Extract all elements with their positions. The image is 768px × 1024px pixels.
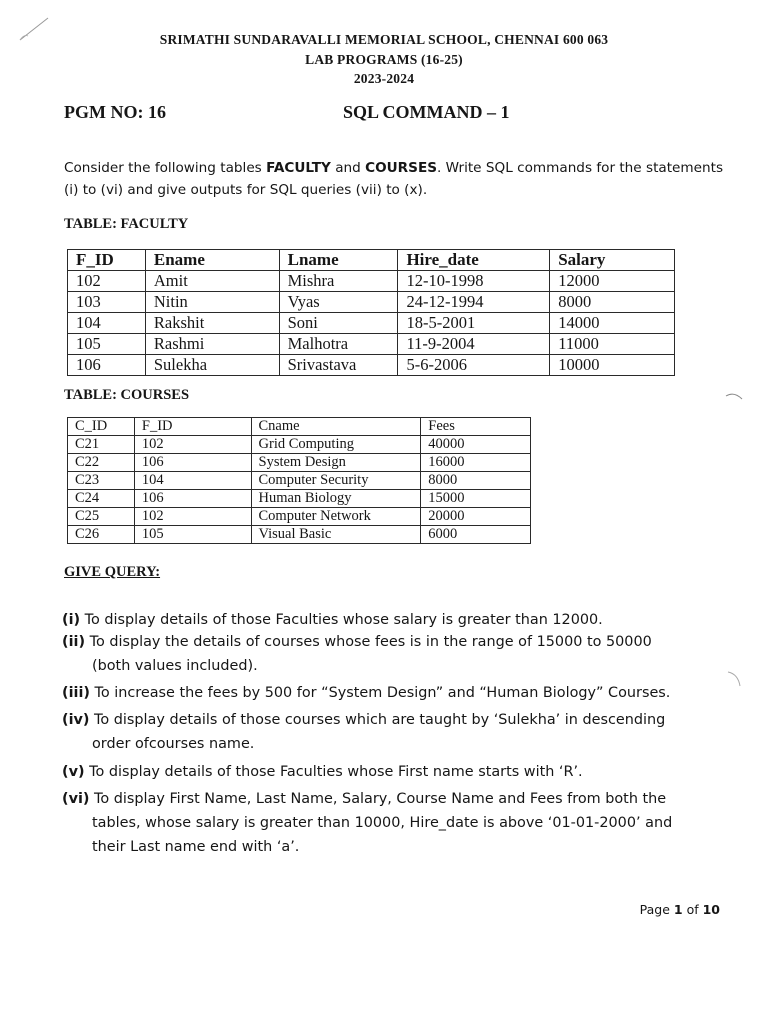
- give-query-heading: GIVE QUERY:: [64, 564, 161, 580]
- table-cell: 102: [134, 508, 251, 526]
- table-row: [68, 472, 531, 490]
- school-name: SRIMATHI SUNDARAVALLI MEMORIAL SCHOOL, CHENNAI 600 063: [159, 32, 609, 47]
- table-cell: 6000: [421, 526, 531, 544]
- table-cell: C22: [68, 454, 135, 472]
- table-cell: 12000: [550, 271, 675, 292]
- column-header: Cname: [251, 418, 421, 436]
- table-cell: 105: [68, 334, 146, 355]
- column-header: Lname: [279, 250, 398, 271]
- query-text-continued: (both values included).: [92, 658, 258, 674]
- courses-table: [67, 417, 531, 544]
- intro-courses: COURSES: [365, 160, 438, 176]
- table-cell: 15000: [421, 490, 531, 508]
- table-row: [68, 436, 531, 454]
- table-cell: C25: [68, 508, 135, 526]
- table-cell: Nitin: [145, 292, 279, 313]
- table-cell: 102: [134, 436, 251, 454]
- table-cell: 106: [68, 355, 146, 376]
- table-row: [68, 292, 675, 313]
- intro-text: and: [330, 160, 366, 176]
- table-cell: Amit: [145, 271, 279, 292]
- table-cell: 16000: [421, 454, 531, 472]
- table-cell: 11000: [550, 334, 675, 355]
- table-cell: Mishra: [279, 271, 398, 292]
- table-cell: Computer Network: [251, 508, 421, 526]
- query-item: [62, 681, 727, 705]
- query-item: [62, 708, 727, 756]
- table-cell: 18-5-2001: [398, 313, 550, 334]
- intro-text: Consider the following tables: [64, 160, 267, 176]
- table-cell: Srivastava: [279, 355, 398, 376]
- query-text: To display details of those Faculties whose salary is greater than 12000.: [84, 612, 603, 628]
- page-number: [640, 902, 720, 917]
- table-cell: Rashmi: [145, 334, 279, 355]
- table-cell: 106: [134, 490, 251, 508]
- query-item: [62, 608, 727, 632]
- table-cell: 105: [134, 526, 251, 544]
- query-number: (vi): [62, 791, 90, 807]
- table-cell: 10000: [550, 355, 675, 376]
- table-row: [68, 271, 675, 292]
- column-header: Fees: [421, 418, 531, 436]
- table-cell: Malhotra: [279, 334, 398, 355]
- table-row: [68, 454, 531, 472]
- table-row: [68, 355, 675, 376]
- query-item: [62, 787, 727, 859]
- table-cell: 106: [134, 454, 251, 472]
- column-header: Salary: [550, 250, 675, 271]
- table-cell: 8000: [421, 472, 531, 490]
- table-row: [68, 508, 531, 526]
- query-text: To display details of those Faculties whose First name starts with ‘R’.: [89, 764, 583, 780]
- total-pages: 10: [702, 902, 720, 917]
- query-text-continued: their Last name end with ‘a’.: [92, 839, 300, 855]
- query-item: [62, 760, 727, 784]
- table-row: [68, 526, 531, 544]
- table-cell: 104: [68, 313, 146, 334]
- table-cell: 102: [68, 271, 146, 292]
- intro-faculty: FACULTY: [266, 160, 331, 176]
- program-title: SQL COMMAND – 1: [343, 102, 510, 122]
- table-cell: 20000: [421, 508, 531, 526]
- page-word: Page: [639, 902, 674, 917]
- table-cell: C24: [68, 490, 135, 508]
- table-cell: Visual Basic: [251, 526, 421, 544]
- table-cell: C26: [68, 526, 135, 544]
- table-cell: 14000: [550, 313, 675, 334]
- query-text: To display the details of courses whose fees is in the range of 15000 to 50000: [89, 634, 652, 650]
- table-cell: Computer Security: [251, 472, 421, 490]
- table-cell: Grid Computing: [251, 436, 421, 454]
- table-cell: 40000: [421, 436, 531, 454]
- table-cell: 11-9-2004: [398, 334, 550, 355]
- table-cell: 8000: [550, 292, 675, 313]
- table-row: [68, 334, 675, 355]
- lab-programs-subtitle: LAB PROGRAMS (16-25): [305, 52, 463, 67]
- intro-text: . Write SQL commands for the statements (i) to (vi) and give outputs for SQL queries (vii) to (x).: [64, 160, 724, 198]
- table-cell: 5-6-2006: [398, 355, 550, 376]
- column-header: Ename: [145, 250, 279, 271]
- column-header: Hire_date: [398, 250, 550, 271]
- query-number: (i): [62, 612, 81, 628]
- table-cell: C23: [68, 472, 135, 490]
- intro-paragraph: [64, 157, 724, 201]
- current-page: 1: [673, 902, 683, 917]
- query-item: [62, 630, 727, 678]
- courses-table-title: TABLE: COURSES: [64, 387, 190, 403]
- table-cell: 24-12-1994: [398, 292, 550, 313]
- query-number: (v): [62, 764, 85, 780]
- query-number: (iii): [62, 685, 90, 701]
- margin-mark-icon: [726, 668, 744, 690]
- table-cell: 104: [134, 472, 251, 490]
- faculty-table-title: TABLE: FACULTY: [64, 216, 189, 232]
- table-cell: 12-10-1998: [398, 271, 550, 292]
- margin-mark-icon: [724, 390, 744, 404]
- column-header: F_ID: [134, 418, 251, 436]
- table-row: [68, 313, 675, 334]
- table-cell: Rakshit: [145, 313, 279, 334]
- table-cell: Vyas: [279, 292, 398, 313]
- table-header-row: [68, 418, 531, 436]
- table-cell: Soni: [279, 313, 398, 334]
- query-text: To increase the fees by 500 for “System Design” and “Human Biology” Courses.: [94, 685, 671, 701]
- of-word: of: [682, 902, 703, 917]
- program-number: PGM NO: 16: [64, 102, 166, 122]
- column-header: C_ID: [68, 418, 135, 436]
- query-text-continued: tables, whose salary is greater than 10000, Hire_date is above ‘01-01-2000’ and: [92, 815, 673, 831]
- academic-year: 2023-2024: [353, 71, 415, 86]
- query-text: To display details of those courses which are taught by ‘Sulekha’ in descending: [94, 712, 666, 728]
- table-row: [68, 490, 531, 508]
- table-cell: Human Biology: [251, 490, 421, 508]
- table-cell: Sulekha: [145, 355, 279, 376]
- query-text-continued: order ofcourses name.: [92, 736, 255, 752]
- table-cell: System Design: [251, 454, 421, 472]
- query-number: (ii): [62, 634, 86, 650]
- query-text: To display First Name, Last Name, Salary, Course Name and Fees from both the: [94, 791, 667, 807]
- table-header-row: [68, 250, 675, 271]
- table-cell: 103: [68, 292, 146, 313]
- query-number: (iv): [62, 712, 90, 728]
- column-header: F_ID: [68, 250, 146, 271]
- faculty-table: [67, 249, 675, 376]
- table-cell: C21: [68, 436, 135, 454]
